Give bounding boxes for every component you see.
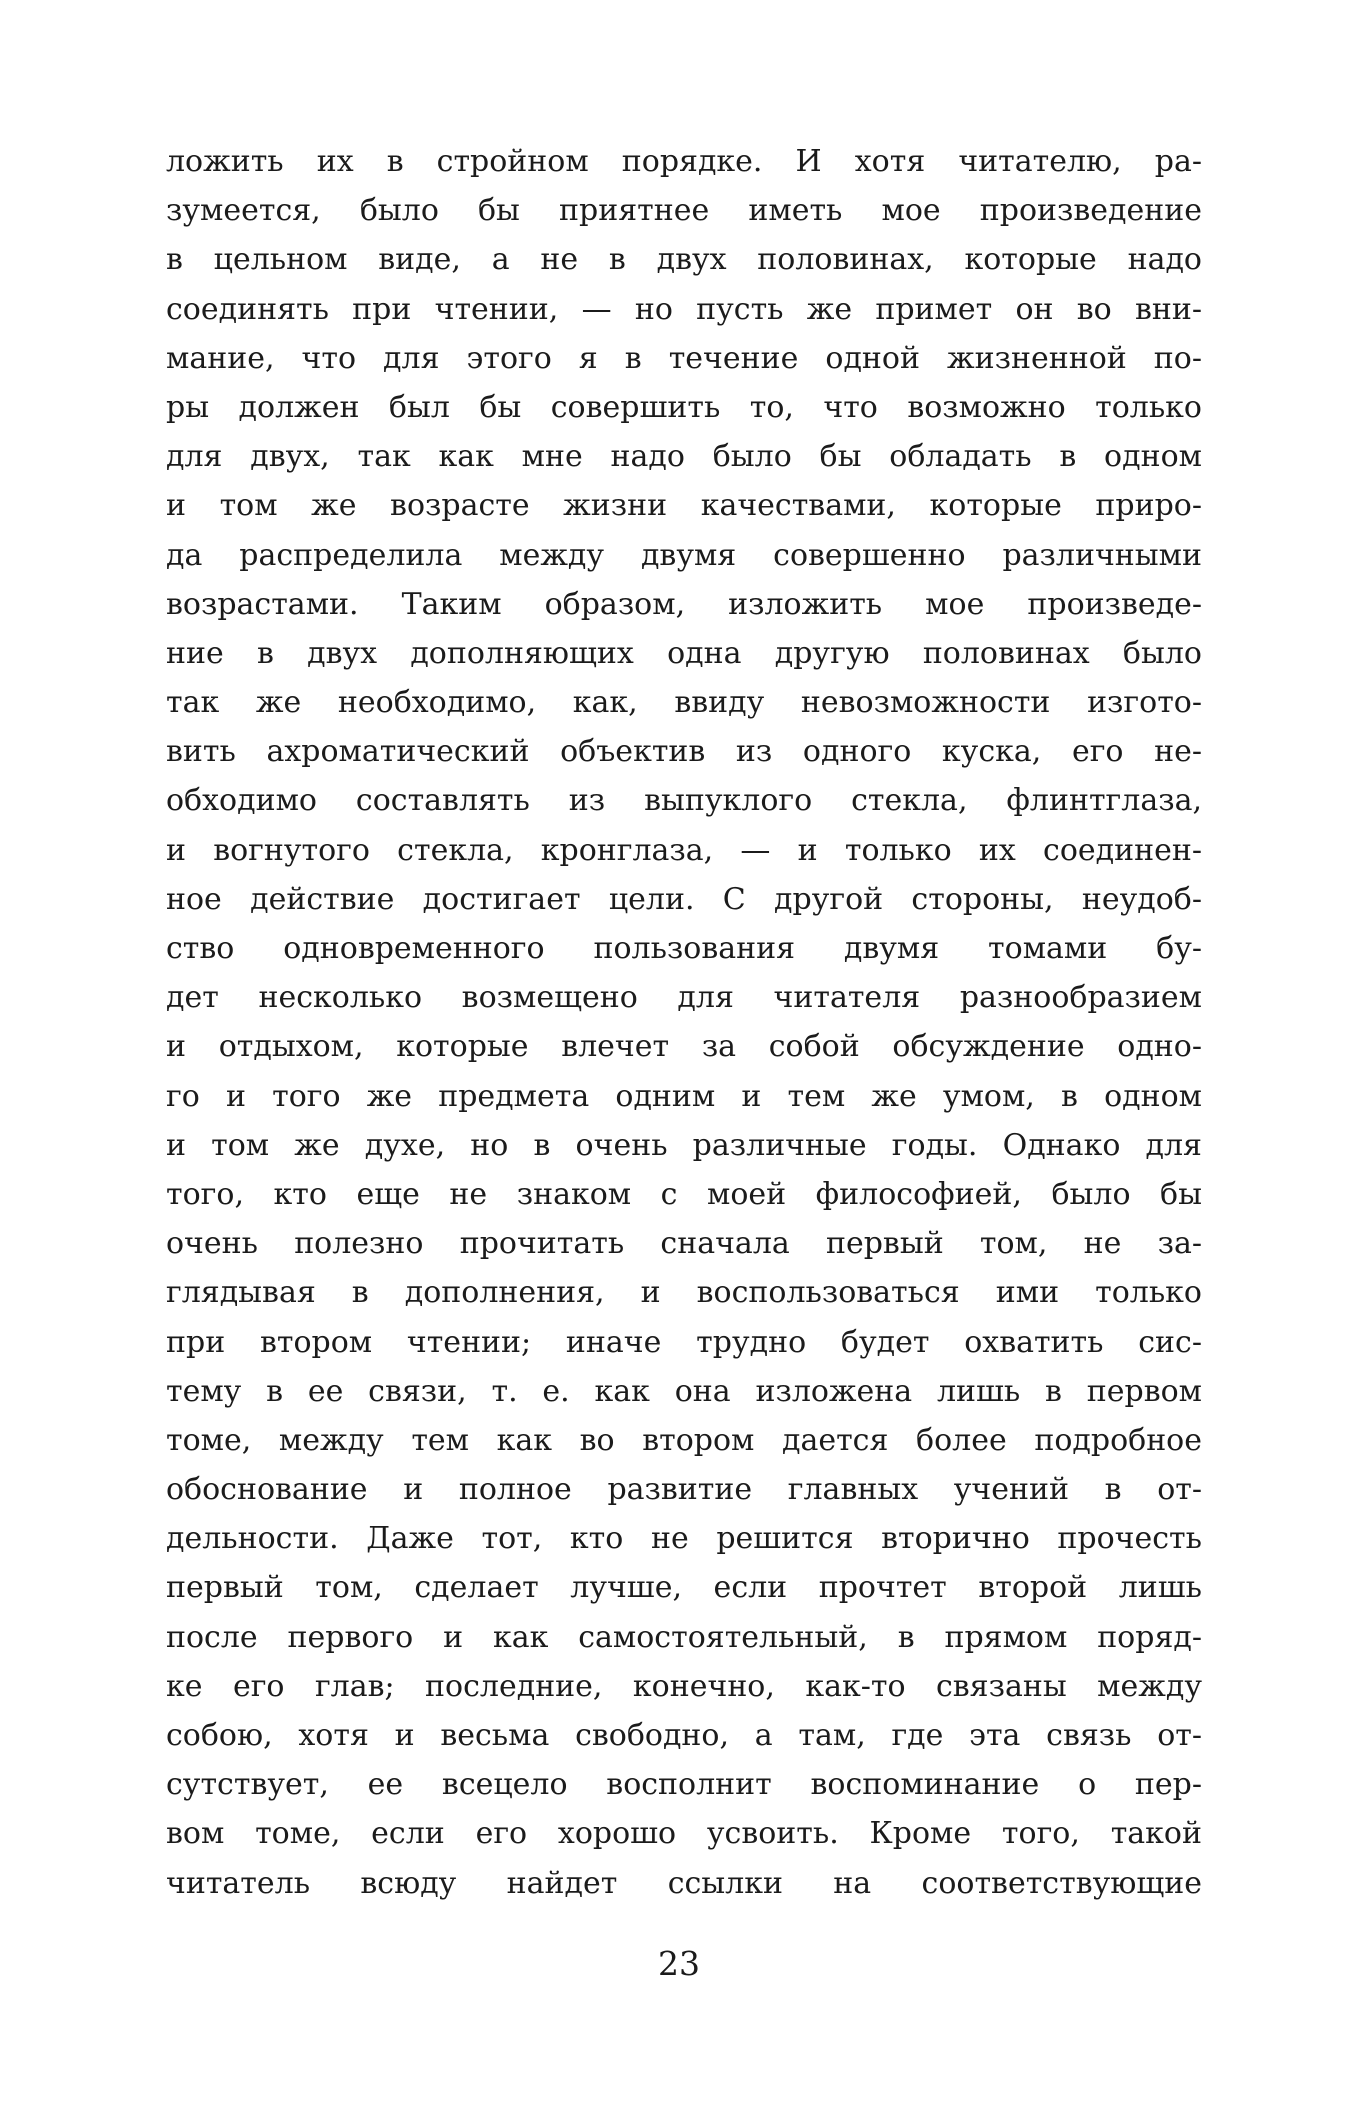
text-line: для двух, так как мне надо было бы обладать в одном bbox=[166, 439, 1202, 475]
text-line: ние в двух дополняющих одна другую половинах было bbox=[166, 635, 1202, 671]
text-line: ры должен был бы совершить то, что возможно только bbox=[166, 389, 1202, 425]
text-line: и вогнутого стекла, кронглаза, — и только их соединен- bbox=[166, 832, 1202, 868]
text-line: и том же возрасте жизни качествами, которые приро- bbox=[166, 488, 1202, 524]
text-line: ке его глав; последние, конечно, как-то связаны между bbox=[166, 1668, 1202, 1704]
text-line: после первого и как самостоятельный, в прямом поряд- bbox=[166, 1619, 1202, 1655]
text-line: соединять при чтении, — но пусть же примет он во вни- bbox=[166, 291, 1202, 327]
text-line: вом томе, если его хорошо усвоить. Кроме того, такой bbox=[166, 1816, 1202, 1852]
text-line: мание, что для этого я в течение одной жизненной по- bbox=[166, 340, 1202, 376]
text-line: ство одновременного пользования двумя томами бу- bbox=[166, 931, 1202, 966]
text-line: при втором чтении; иначе трудно будет охватить сис- bbox=[166, 1324, 1202, 1360]
text-line: тему в ее связи, т. е. как она изложена лишь в первом bbox=[166, 1373, 1202, 1409]
text-line: го и того же предмета одним и тем же умом, в одном bbox=[166, 1078, 1202, 1114]
text-line: первый том, сделает лучше, если прочтет второй лишь bbox=[166, 1570, 1202, 1606]
text-line: и отдыхом, которые влечет за собой обсуждение одно- bbox=[166, 1029, 1202, 1065]
text-line: дет несколько возмещено для читателя разнообразием bbox=[166, 980, 1202, 1016]
text-line: и том же духе, но в очень различные годы. Однако для bbox=[166, 1127, 1202, 1163]
text-line: собою, хотя и весьма свободно, а там, где эта связь от- bbox=[166, 1718, 1202, 1753]
text-line: сутствует, ее всецело восполнит воспоминание о пер- bbox=[166, 1767, 1202, 1803]
text-line: в цельном виде, а не в двух половинах, которые надо bbox=[166, 242, 1202, 278]
page-number: 23 bbox=[658, 1944, 700, 1983]
text-line: томе, между тем как во втором дается более подробное bbox=[166, 1422, 1202, 1458]
text-line: глядывая в дополнения, и воспользоваться ими только bbox=[166, 1275, 1202, 1311]
text-line: обоснование и полное развитие главных учений в от- bbox=[166, 1472, 1202, 1508]
text-line: очень полезно прочитать сначала первый том, не за- bbox=[166, 1226, 1202, 1262]
text-line: возрастами. Таким образом, изложить мое произведе- bbox=[166, 586, 1202, 622]
text-line: дельности. Даже тот, кто не решится вторично прочесть bbox=[166, 1521, 1202, 1557]
text-line: вить ахроматический объектив из одного куска, его не- bbox=[166, 734, 1202, 770]
text-line: ложить их в стройном порядке. И хотя читателю, ра- bbox=[166, 144, 1202, 179]
text-line: того, кто еще не знаком с моей философией, было бы bbox=[166, 1176, 1202, 1212]
text-line: ное действие достигает цели. С другой стороны, неудоб- bbox=[166, 881, 1202, 917]
text-line: так же необходимо, как, ввиду невозможности изгото- bbox=[166, 685, 1202, 721]
text-line: обходимо составлять из выпуклого стекла, флинтглаза, bbox=[166, 783, 1202, 819]
text-line: да распределила между двумя совершенно различными bbox=[166, 537, 1202, 573]
body-text bbox=[166, 137, 1202, 1908]
text-line: зумеется, было бы приятнее иметь мое произведение bbox=[166, 193, 1202, 229]
text-line: читатель всюду найдет ссылки на соответствующие bbox=[166, 1865, 1202, 1901]
